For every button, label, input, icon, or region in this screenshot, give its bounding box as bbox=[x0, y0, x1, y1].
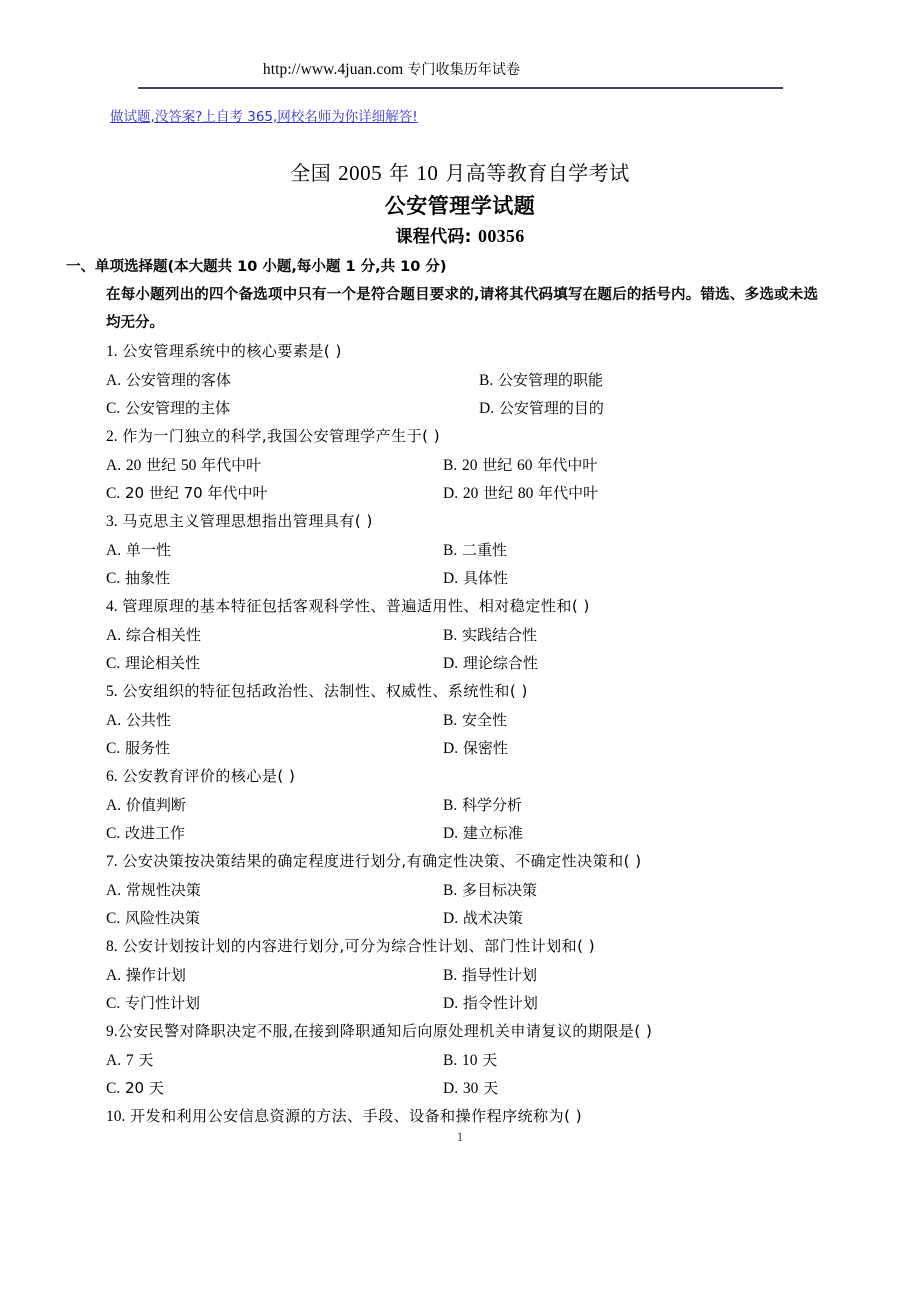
question-stem bbox=[106, 1017, 920, 1046]
option-text: 操作计划 bbox=[125, 966, 186, 984]
answer-option[interactable] bbox=[479, 394, 604, 423]
option-label: A. bbox=[106, 882, 122, 899]
question-stem bbox=[106, 847, 920, 876]
question-item bbox=[0, 932, 920, 1017]
option-label: D. bbox=[443, 740, 459, 757]
option-text: 服务性 bbox=[125, 739, 171, 757]
option-text: 公安管理的职能 bbox=[498, 371, 604, 389]
option-row bbox=[106, 621, 920, 649]
option-label: B. bbox=[443, 797, 458, 814]
option-text: 指令性计划 bbox=[462, 994, 538, 1012]
question-stem bbox=[106, 677, 920, 706]
option-text: 战术决策 bbox=[462, 909, 523, 927]
option-row bbox=[106, 904, 920, 932]
answer-option[interactable] bbox=[106, 366, 231, 395]
option-text: 实践结合性 bbox=[462, 626, 538, 644]
option-text: 20 天 bbox=[125, 1079, 164, 1097]
option-text: 常规性决策 bbox=[125, 881, 201, 899]
question-text: 马克思主义管理思想指出管理具有( ) bbox=[122, 512, 373, 530]
option-text: 单一性 bbox=[125, 541, 171, 559]
option-label: C. bbox=[106, 910, 121, 927]
question-item bbox=[0, 337, 920, 422]
question-text: 公安计划按计划的内容进行划分,可分为综合性计划、部门性计划和( ) bbox=[122, 937, 596, 955]
option-text: 公安管理的客体 bbox=[125, 371, 231, 389]
option-text: 20 世纪 50 年代中叶 bbox=[125, 456, 262, 474]
question-item bbox=[0, 677, 920, 762]
answer-option[interactable] bbox=[443, 904, 523, 933]
option-row bbox=[106, 1074, 920, 1102]
answer-option[interactable] bbox=[443, 536, 507, 565]
question-stem bbox=[106, 762, 920, 791]
answer-option[interactable] bbox=[106, 536, 171, 565]
option-row bbox=[106, 479, 920, 507]
option-number: 20 bbox=[462, 485, 479, 502]
course-code-value: 00356 bbox=[478, 226, 525, 246]
question-item bbox=[0, 1102, 920, 1131]
answer-option[interactable] bbox=[106, 961, 186, 990]
header-note: 专门收集历年试卷 bbox=[407, 62, 521, 78]
option-label: C. bbox=[106, 655, 121, 672]
course-code-line bbox=[0, 223, 920, 250]
option-number: 20 bbox=[462, 457, 478, 474]
subject-title: 公安管理学试题 bbox=[384, 194, 536, 218]
answer-option[interactable] bbox=[106, 819, 185, 848]
option-number: 20 bbox=[125, 457, 142, 474]
option-label: A. bbox=[106, 542, 122, 559]
answer-option[interactable] bbox=[106, 564, 170, 593]
option-row bbox=[106, 791, 920, 819]
option-label: B. bbox=[443, 712, 458, 729]
question-list bbox=[0, 337, 920, 1131]
option-text: 10 天 bbox=[462, 1051, 498, 1069]
answer-option[interactable] bbox=[106, 1074, 164, 1103]
header-watermark-text bbox=[0, 60, 783, 80]
option-label: A. bbox=[106, 712, 122, 729]
option-text: 公安管理的目的 bbox=[498, 399, 604, 417]
question-item bbox=[0, 422, 920, 507]
option-text: 理论相关性 bbox=[125, 654, 201, 672]
option-text: 科学分析 bbox=[462, 796, 523, 814]
option-label: C. bbox=[106, 995, 121, 1012]
page-number: 1 bbox=[456, 1129, 464, 1144]
title-block bbox=[0, 158, 920, 250]
option-label: C. bbox=[106, 1080, 121, 1097]
option-label: D. bbox=[443, 570, 459, 587]
question-text: 公安决策按决策结果的确定程度进行划分,有确定性决策、不确定性决策和( ) bbox=[122, 852, 642, 870]
option-text: 保密性 bbox=[462, 739, 508, 757]
option-label: D. bbox=[443, 910, 459, 927]
answer-option[interactable] bbox=[106, 876, 201, 905]
question-stem bbox=[106, 422, 920, 451]
question-number: 2. bbox=[106, 428, 118, 445]
question-stem bbox=[106, 592, 920, 621]
header-url: http://www.4juan.com bbox=[262, 61, 404, 78]
option-row bbox=[106, 989, 920, 1017]
question-text: 管理原理的基本特征包括客观科学性、普遍适用性、相对稳定性和( ) bbox=[122, 597, 590, 615]
question-text: 公安管理系统中的核心要素是( ) bbox=[122, 342, 342, 360]
header-divider-rule bbox=[138, 87, 783, 89]
option-text: 风险性决策 bbox=[125, 909, 201, 927]
option-label: C. bbox=[106, 740, 121, 757]
answer-option[interactable] bbox=[106, 621, 201, 650]
option-text: 二重性 bbox=[462, 541, 508, 559]
option-label: D. bbox=[443, 485, 459, 502]
question-number: 10. bbox=[106, 1108, 126, 1125]
option-row bbox=[106, 366, 920, 394]
question-number: 3. bbox=[106, 513, 118, 530]
answer-option[interactable] bbox=[106, 1046, 153, 1075]
option-number: 80 bbox=[517, 485, 534, 502]
option-row bbox=[106, 1046, 920, 1074]
answer-option[interactable] bbox=[443, 706, 507, 735]
option-number: 10 bbox=[462, 1052, 478, 1069]
question-item bbox=[0, 1017, 920, 1102]
option-text: 安全性 bbox=[462, 711, 508, 729]
answer-option[interactable] bbox=[443, 649, 538, 678]
option-text: 7 天 bbox=[125, 1051, 154, 1069]
course-code-label: 课程代码: bbox=[395, 227, 472, 247]
question-text: 公安民警对降职决定不服,在接到降职通知后向原处理机关申请复议的期限是( ) bbox=[117, 1022, 653, 1040]
answer-option[interactable] bbox=[443, 451, 597, 480]
answer-option[interactable] bbox=[443, 961, 537, 990]
option-label: B. bbox=[443, 1052, 458, 1069]
exam-title-suffix: 月高等教育自学考试 bbox=[445, 161, 630, 185]
answer-option[interactable] bbox=[443, 479, 598, 508]
option-row bbox=[106, 961, 920, 989]
answer-option[interactable] bbox=[443, 1046, 497, 1075]
question-text: 公安组织的特征包括政治性、法制性、权威性、系统性和( ) bbox=[122, 682, 528, 700]
question-text: 作为一门独立的科学,我国公安管理学产生于( ) bbox=[122, 427, 441, 445]
option-label: D. bbox=[443, 995, 459, 1012]
question-text: 公安教育评价的核心是( ) bbox=[122, 767, 296, 785]
option-label: D. bbox=[443, 1080, 459, 1097]
option-text: 改进工作 bbox=[125, 824, 186, 842]
answer-option[interactable] bbox=[106, 451, 261, 480]
exam-year: 2005 bbox=[338, 161, 383, 185]
answer-option[interactable] bbox=[443, 989, 538, 1018]
option-label: A. bbox=[106, 797, 122, 814]
option-text: 多目标决策 bbox=[462, 881, 538, 899]
option-label: A. bbox=[106, 372, 122, 389]
answer-option[interactable] bbox=[106, 649, 200, 678]
question-number: 4. bbox=[106, 598, 118, 615]
question-item bbox=[0, 592, 920, 677]
option-row bbox=[106, 734, 920, 762]
option-row bbox=[106, 564, 920, 592]
answer-option[interactable] bbox=[479, 366, 603, 395]
answer-option[interactable] bbox=[106, 479, 267, 508]
option-text: 专门性计划 bbox=[125, 994, 201, 1012]
option-label: B. bbox=[443, 967, 458, 984]
option-text: 综合相关性 bbox=[125, 626, 201, 644]
answer-option[interactable] bbox=[443, 734, 508, 763]
option-label: B. bbox=[443, 542, 458, 559]
exam-title-prefix: 全国 bbox=[290, 161, 332, 185]
option-label: C. bbox=[106, 400, 121, 417]
option-label: B. bbox=[443, 627, 458, 644]
answer-option[interactable] bbox=[106, 989, 200, 1018]
question-item bbox=[0, 507, 920, 592]
option-text: 理论综合性 bbox=[462, 654, 538, 672]
option-label: B. bbox=[479, 372, 494, 389]
answer-option[interactable] bbox=[106, 904, 200, 933]
section-instructions: 在每小题列出的四个备选项中只有一个是符合题目要求的,请将其代码填写在题后的括号内。错选、多选或未选均无分。 bbox=[106, 287, 818, 331]
option-row bbox=[106, 394, 920, 422]
option-number: 30 bbox=[462, 1080, 479, 1097]
option-row bbox=[106, 536, 920, 564]
answer-option[interactable] bbox=[106, 394, 230, 423]
answer-option[interactable] bbox=[443, 819, 523, 848]
option-label: A. bbox=[106, 627, 122, 644]
answer-option[interactable] bbox=[106, 791, 186, 820]
option-label: C. bbox=[106, 570, 121, 587]
question-number: 7. bbox=[106, 853, 118, 870]
option-label: A. bbox=[106, 967, 122, 984]
option-text: 20 世纪 70 年代中叶 bbox=[125, 484, 268, 502]
running-header bbox=[0, 60, 920, 96]
question-number: 6. bbox=[106, 768, 118, 785]
promo-link[interactable]: 做试题,没答案?上自考 365,网校名师为你详细解答! bbox=[110, 109, 418, 125]
question-number: 1. bbox=[106, 343, 118, 360]
option-label: C. bbox=[106, 485, 121, 502]
option-label: D. bbox=[479, 400, 495, 417]
question-item bbox=[0, 762, 920, 847]
option-row bbox=[106, 819, 920, 847]
answer-option[interactable] bbox=[106, 734, 170, 763]
answer-option[interactable] bbox=[443, 621, 537, 650]
option-text: 具体性 bbox=[462, 569, 508, 587]
question-number: 9. bbox=[106, 1023, 118, 1040]
answer-option[interactable] bbox=[443, 1074, 498, 1103]
answer-option[interactable] bbox=[443, 791, 522, 820]
question-stem bbox=[106, 507, 920, 536]
question-stem bbox=[106, 337, 920, 366]
exam-title-line bbox=[0, 158, 920, 188]
option-row bbox=[106, 649, 920, 677]
option-label: A. bbox=[106, 1052, 122, 1069]
answer-option[interactable] bbox=[106, 706, 171, 735]
option-number: 50 bbox=[180, 457, 197, 474]
option-label: A. bbox=[106, 457, 122, 474]
option-row bbox=[106, 706, 920, 734]
section-heading: 一、单项选择题(本大题共 10 小题,每小题 1 分,共 10 分) bbox=[66, 259, 447, 275]
option-text: 指导性计划 bbox=[462, 966, 538, 984]
option-label: C. bbox=[106, 825, 121, 842]
question-text: 开发和利用公安信息资源的方法、手段、设备和操作程序统称为( ) bbox=[130, 1107, 583, 1125]
option-text: 建立标准 bbox=[462, 824, 523, 842]
exam-title-mid: 年 bbox=[389, 161, 410, 185]
option-text: 公共性 bbox=[125, 711, 171, 729]
option-label: D. bbox=[443, 655, 459, 672]
question-stem bbox=[106, 932, 920, 961]
exam-body bbox=[0, 254, 920, 1131]
question-number: 5. bbox=[106, 683, 118, 700]
option-row bbox=[106, 876, 920, 904]
question-stem bbox=[106, 1102, 920, 1131]
question-number: 8. bbox=[106, 938, 118, 955]
option-label: B. bbox=[443, 457, 458, 474]
page-footer bbox=[0, 1128, 920, 1146]
question-item bbox=[0, 847, 920, 932]
option-number: 60 bbox=[517, 457, 533, 474]
option-text: 价值判断 bbox=[125, 796, 186, 814]
option-text: 30 天 bbox=[462, 1079, 499, 1097]
option-row bbox=[106, 451, 920, 479]
option-label: B. bbox=[443, 882, 458, 899]
answer-option[interactable] bbox=[443, 876, 537, 905]
answer-option[interactable] bbox=[443, 564, 508, 593]
option-number: 7 bbox=[125, 1052, 134, 1069]
exam-month: 10 bbox=[416, 161, 439, 185]
option-label: D. bbox=[443, 825, 459, 842]
option-text: 公安管理的主体 bbox=[125, 399, 231, 417]
option-text: 20 世纪 80 年代中叶 bbox=[462, 484, 599, 502]
option-text: 抽象性 bbox=[125, 569, 171, 587]
option-text: 20 世纪 60 年代中叶 bbox=[462, 456, 598, 474]
